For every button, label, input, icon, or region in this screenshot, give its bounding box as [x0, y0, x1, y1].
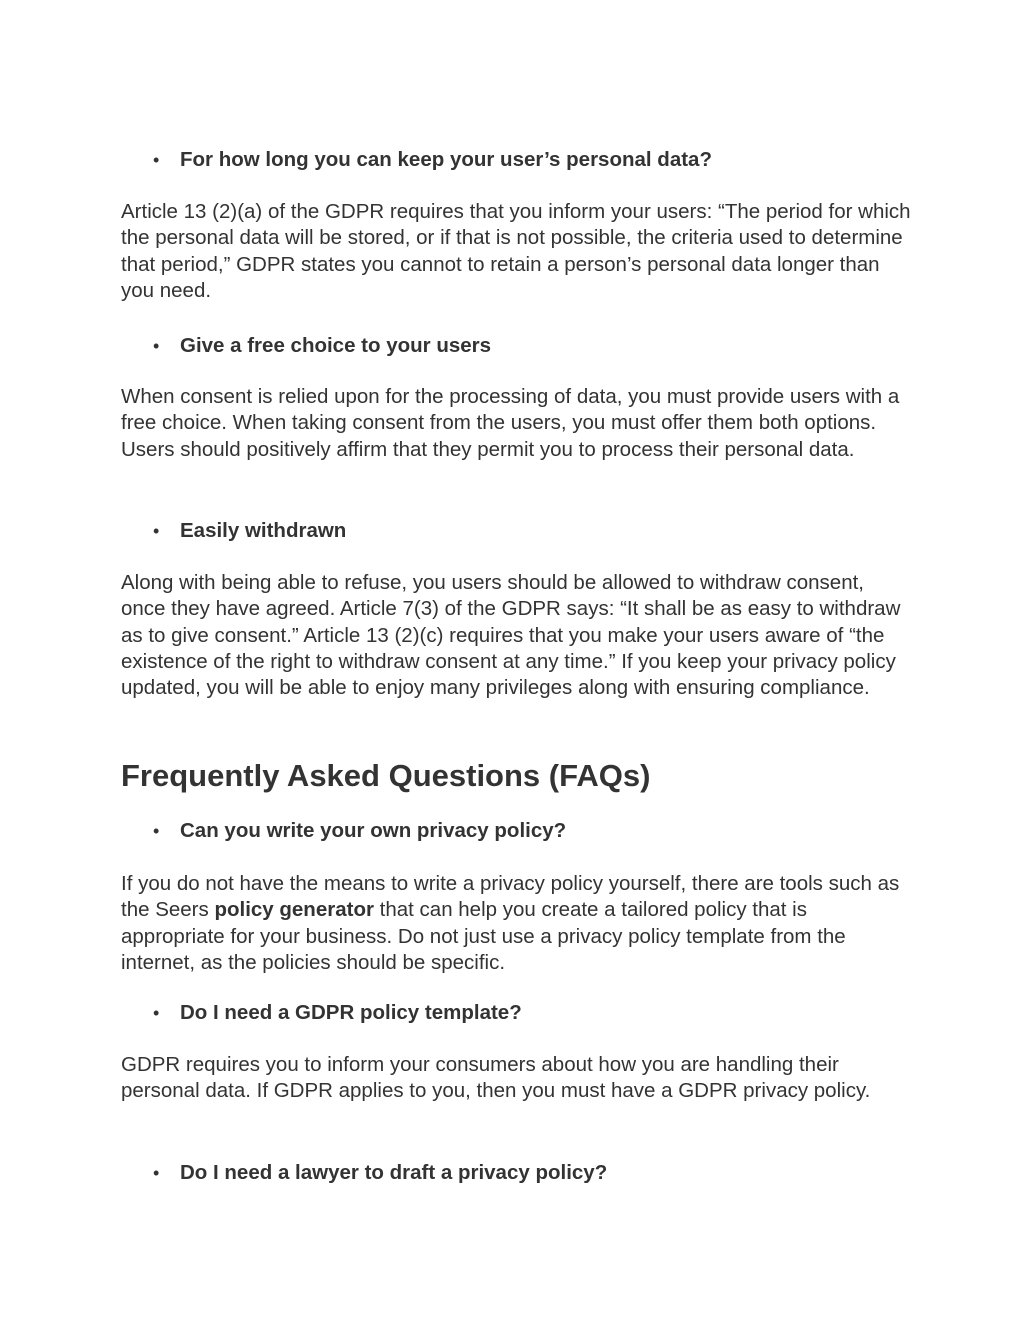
list-item: [121, 147, 911, 173]
answer-text: that can help you create a tailored policy that is appropriate for your business. Do not just use a privacy policy template from the internet, as the policies should be specific.: [121, 898, 846, 974]
faq-heading: Frequently Asked Questions (FAQs): [121, 758, 651, 793]
bullet-icon: •: [153, 521, 160, 541]
faq-answer-template: GDPR requires you to inform your consumers about how you are handling their personal data. If GDPR applies to you, then you must have a GDPR privacy policy.: [121, 1053, 871, 1103]
bullet-icon: •: [153, 150, 160, 170]
bullet-icon: •: [153, 1163, 160, 1183]
list-item: [121, 518, 911, 544]
list-item: [121, 1000, 911, 1026]
paragraph-free-choice: When consent is relied upon for the processing of data, you must provide users with a free choice. When taking consent from the users, you must offer them both options. Users should positively affirm that they permit you to process their personal data.: [121, 385, 900, 461]
faq-answer-write-policy: [121, 871, 911, 976]
list-item: [121, 1160, 911, 1186]
paragraph-withdrawn: Along with being able to refuse, you users should be allowed to withdraw consent, once they have agreed. Article 7(3) of the GDPR says: “It shall be as easy to withdraw as to give consent.” Article 13 (2)(c) requires that you make your users aware of “the existence of the right to withdraw consent at any time.” If you keep your privacy policy updated, you will be able to enjoy many privileges along with ensuring compliance.: [121, 571, 901, 700]
bullet-icon: •: [153, 336, 160, 356]
faq-question-write-policy: Can you write your own privacy policy?: [180, 819, 567, 842]
faq-question-template: Do I need a GDPR policy template?: [180, 1001, 522, 1024]
paragraph-retention: Article 13 (2)(a) of the GDPR requires that you inform your users: “The period for which the personal data will be stored, or if that is not possible, the criteria used to determine that period,” GDPR states you cannot to retain a person’s personal data longer than you need.: [121, 200, 911, 302]
policy-generator-emphasis: policy generator: [214, 898, 374, 922]
list-item: [121, 818, 911, 844]
bullet-icon: •: [153, 821, 160, 841]
bullet-heading-retention: For how long you can keep your user’s personal data?: [180, 148, 712, 171]
list-item: [121, 333, 911, 359]
bullet-heading-withdrawn: Easily withdrawn: [180, 519, 347, 542]
answer-text: If you do not have the means to write a privacy policy yourself, there are tools such as the Seers: [121, 872, 900, 922]
faq-question-lawyer: Do I need a lawyer to draft a privacy policy?: [180, 1161, 608, 1184]
bullet-heading-free-choice: Give a free choice to your users: [180, 334, 492, 357]
bullet-icon: •: [153, 1003, 160, 1023]
